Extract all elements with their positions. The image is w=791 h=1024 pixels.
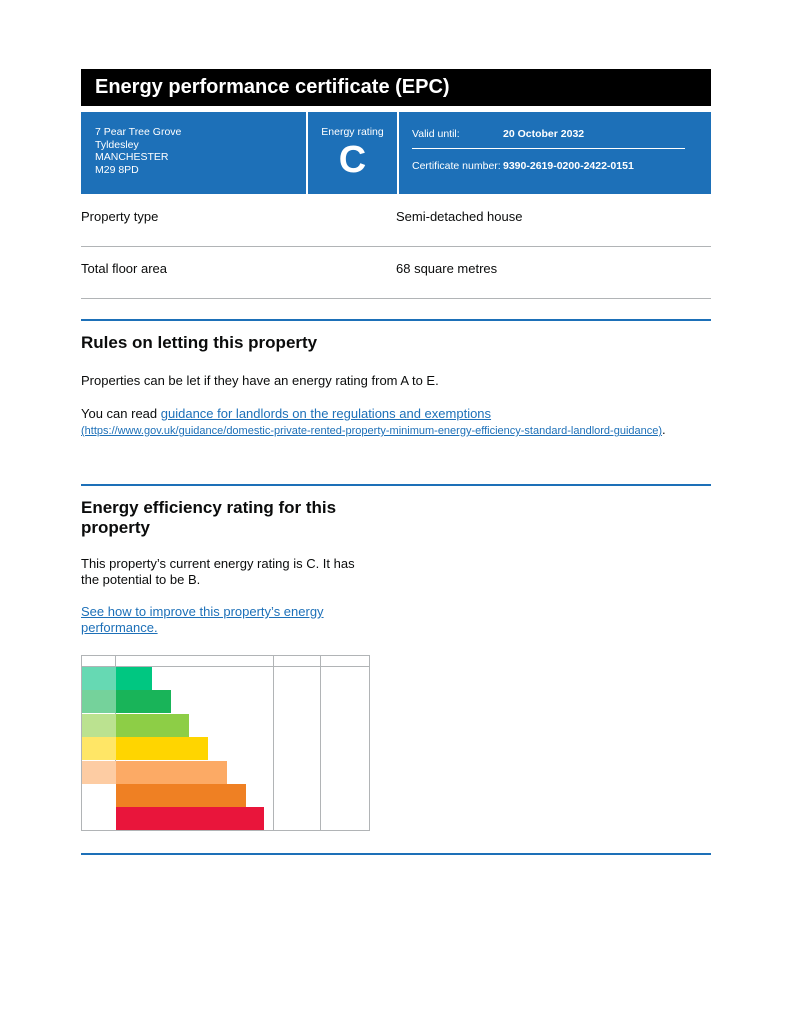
letting-paragraph: Properties can be let if they have an energy rating from A to E. xyxy=(81,373,439,388)
section-divider xyxy=(81,853,711,855)
valid-until-label: Valid until: xyxy=(412,128,460,140)
property-type-row xyxy=(81,195,711,247)
property-type-label: Property type xyxy=(81,209,159,224)
band-bar-f xyxy=(116,784,246,807)
improve-energy-link[interactable]: See how to improve this property’s energy performance. xyxy=(81,604,324,635)
band-key-b xyxy=(82,690,116,713)
band-key-e xyxy=(82,761,116,784)
landlord-guidance-link[interactable]: guidance for landlords on the regulations and exemptions xyxy=(160,406,492,421)
certificate-summary xyxy=(81,112,711,194)
band-key-a xyxy=(82,667,116,690)
guidance-suffix: . xyxy=(662,422,666,437)
energy-rating-box xyxy=(308,112,397,194)
certificate-number-value: 9390-2619-0200-2422-0151 xyxy=(503,160,634,172)
efficiency-paragraph-line-1: This property’s current energy rating is C. It has xyxy=(81,556,355,571)
improve-link-block xyxy=(81,604,324,636)
efficiency-paragraph xyxy=(81,556,355,588)
band-key-f xyxy=(82,784,116,807)
floor-area-value: 68 square metres xyxy=(396,261,498,276)
floor-area-label: Total floor area xyxy=(81,261,167,276)
section-divider xyxy=(81,319,711,321)
page-title: Energy performance certificate (EPC) xyxy=(95,76,450,98)
section-divider xyxy=(81,484,711,486)
band-key-g xyxy=(82,807,116,830)
band-key-c xyxy=(82,714,116,737)
address-line-1: 7 Pear Tree Grove xyxy=(95,126,182,138)
floor-area-row xyxy=(81,247,711,299)
efficiency-heading-line-1: Energy efficiency rating for this xyxy=(81,498,337,517)
property-type-value: Semi-detached house xyxy=(396,209,523,224)
efficiency-heading xyxy=(81,498,336,538)
letting-guidance-paragraph xyxy=(81,406,681,439)
certificate-details xyxy=(399,112,711,194)
energy-rating-chart xyxy=(81,655,370,831)
band-bar-d xyxy=(116,737,208,760)
band-bar-c xyxy=(116,714,189,737)
band-bar-g xyxy=(116,807,264,830)
landlord-guidance-url[interactable]: (https://www.gov.uk/guidance/domestic-private-rented-property-minimum-energy-efficiency-standard-landlord-guidance) xyxy=(81,425,663,437)
chart-column-line xyxy=(320,656,321,830)
energy-rating-label: Energy rating xyxy=(321,126,384,138)
epc-header xyxy=(81,69,711,106)
energy-rating-value: C xyxy=(338,139,367,181)
efficiency-heading-line-2: property xyxy=(81,518,150,537)
guidance-prefix: You can read xyxy=(81,406,161,421)
band-key-d xyxy=(82,737,116,760)
address-line-3: MANCHESTER xyxy=(95,151,169,163)
address-line-2: Tyldesley xyxy=(95,138,139,151)
band-bar-a xyxy=(116,667,152,690)
efficiency-paragraph-line-2: the potential to be B. xyxy=(81,572,201,587)
address-line-4: M29 8PD xyxy=(95,163,139,176)
property-address xyxy=(81,112,306,194)
chart-column-line xyxy=(273,656,274,830)
band-bar-b xyxy=(116,690,171,713)
letting-heading: Rules on letting this property xyxy=(81,333,318,352)
valid-until-value: 20 October 2032 xyxy=(503,128,585,140)
certificate-number-label: Certificate number: xyxy=(412,160,501,172)
band-bar-e xyxy=(116,761,227,784)
divider xyxy=(412,148,685,149)
